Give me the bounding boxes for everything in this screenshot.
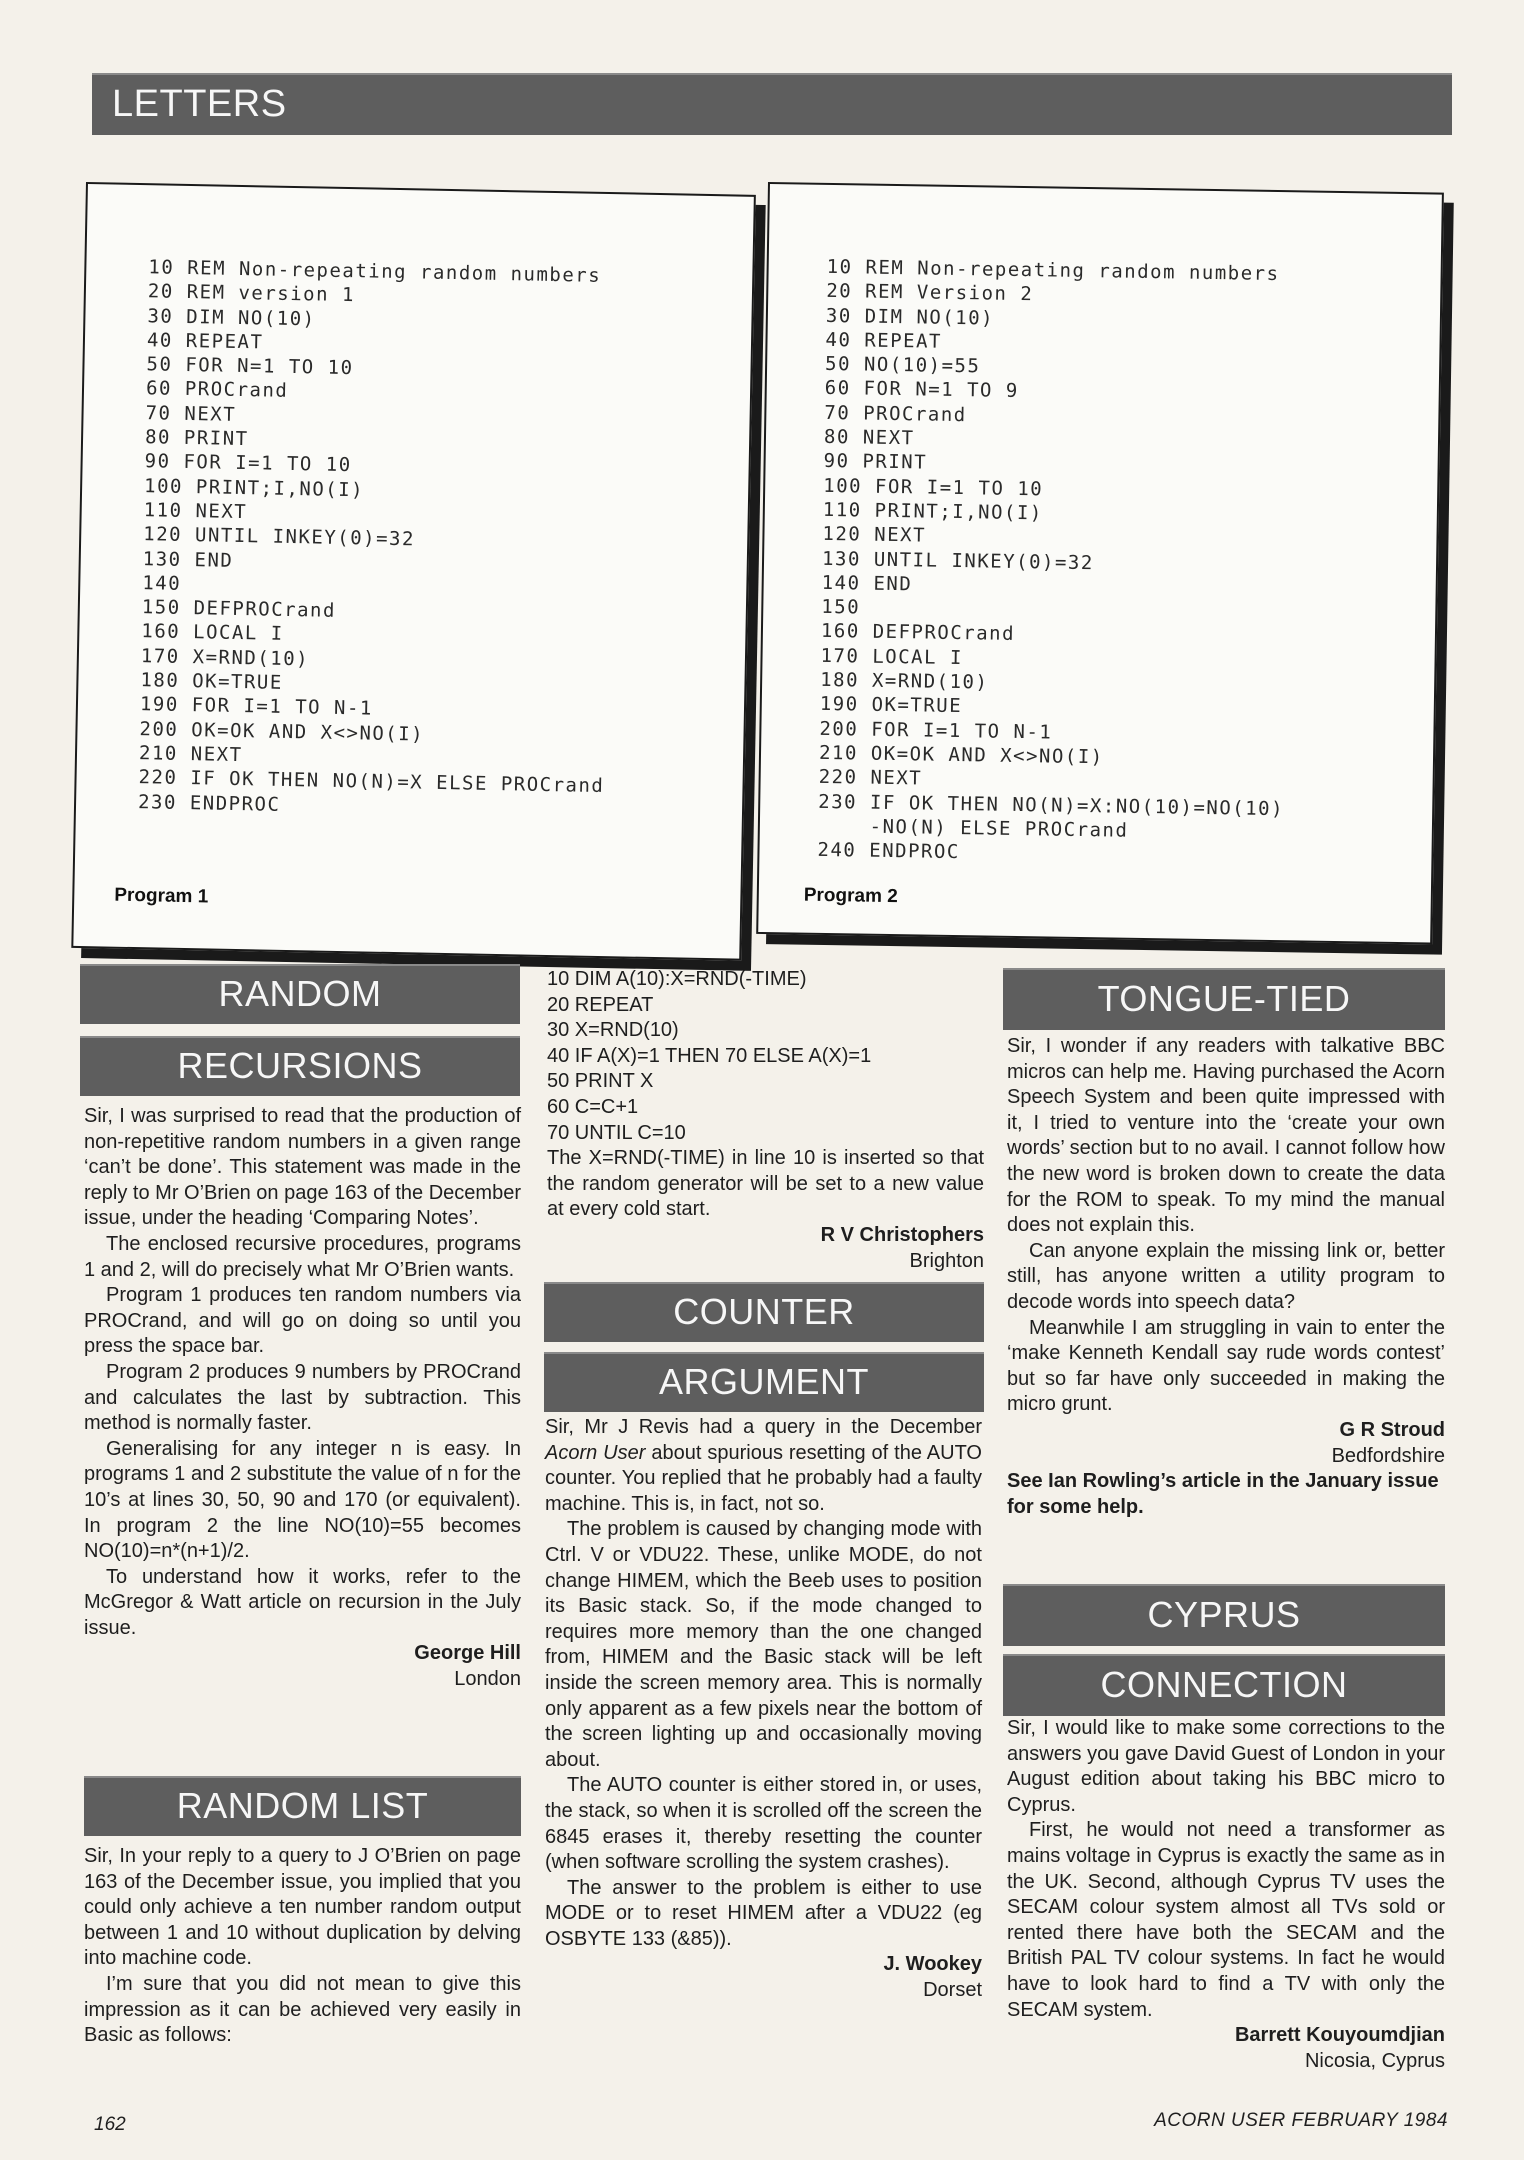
counter-argument-letter: Sir, Mr J Revis had a query in the December Acorn User about spurious resetting of the AUTO counter. You replied that he probably had a faulty machine. This is, in fact, not so. The problem is caused by changing mode with Ctrl. V or VDU22. These, unlike MODE, do not change HIMEM, which the Beeb uses to position its Basic stack. So, if the mode changed to requires more memory than the one changed from, HIMEM and the Basic stack will be left inside the screen memory area. This is normally only apparent as a few pixels near the bottom of the screen lighting up and occasionally moving about. The AUTO counter is either stored in, or uses, the stack, so when it is scrolled off the screen the 6845 erases it, thereby resetting the counter (when software scrolling the system crashes). The answer to the problem is either to use MODE or to reset HIMEM after a VDU22 (eg OSBYTE 133 (&85)). J. Wookey Dorset xyxy=(545,1415,982,2004)
cyprus-connection-letter: Sir, I would like to make some corrections to the answers you gave David Guest of London in your August edition about taking his BBC micro to Cyprus. First, he would not need a transformer as mains voltage in Cyprus is exactly the same as in the UK. Second, although Cyprus TV uses the SECAM colour system almost all TVs sold or rented there have both the SECAM and the British PAL TV colour systems. In fact he would have to look hard to find a TV with only the SECAM system. Barrett Kouyoumdjian Nicosia, Cyprus xyxy=(1007,1716,1445,2074)
author-location: Brighton xyxy=(909,1249,984,1272)
section-title: LETTERS xyxy=(112,82,287,125)
random-list-letter-part-1: Sir, In your reply to a query to J O’Brien on page 163 of the December issue, you implied that you could only achieve a ten number random output between 1 and 10 without duplication by delving into machine code. I’m sure that you did not mean to give this impression as it can be achieved very easily in Basic as follows: xyxy=(84,1845,521,2047)
cyprus-connection-heading-2: CONNECTION xyxy=(1003,1654,1445,1716)
random-recursions-heading-2: RECURSIONS xyxy=(80,1036,520,1096)
author-name: George Hill xyxy=(414,1642,521,1665)
cyprus-connection-heading-1: CYPRUS xyxy=(1003,1584,1445,1646)
page-number: 162 xyxy=(94,2114,126,2135)
program-2-code: 10 REM Non-repeating random numbers 20 REM Version 2 30 DIM NO(10) 40 REPEAT 50 NO(10)=55 60 FOR N=1 TO 9 70 PROCrand 80 NEXT 90 PRINT 100 FOR I=1 TO 10 110 PRINT;I,NO(I) 120 NEXT 130 UNTIL INKEY(0)=32 140 END 150 160 DEFPROCrand 170 LOCAL I 180 X=RND(10) 190 OK=TRUE 200 FOR I=1 TO N-1 210 OK=OK AND X<>NO(I) 220 NEXT 230 IF OK THEN NO(N)=X:NO(10)=NO(10) -NO(N) ELSE PROCrand 240 ENDPROC xyxy=(817,255,1285,864)
program-1-listing xyxy=(71,182,756,961)
section-header xyxy=(92,73,1452,135)
author-name: R V Christophers xyxy=(820,1223,984,1246)
counter-argument-heading-2: ARGUMENT xyxy=(544,1352,984,1412)
author-name: J. Wookey xyxy=(883,1953,982,1976)
program-2-label: Program 2 xyxy=(803,884,898,908)
program-1-code: 10 REM Non-repeating random numbers 20 REM version 1 30 DIM NO(10) 40 REPEAT 50 FOR N=1 TO 10 60 PROCrand 70 NEXT 80 PRINT 90 FOR I=1 TO 10 100 PRINT;I,NO(I) 110 NEXT 120 UNTIL INKEY(0)=32 130 END 140 150 DEFPROCrand 160 LOCAL I 170 X=RND(10) 180 OK=TRUE 190 FOR I=1 TO N-1 200 OK=OK AND X<>NO(I) 210 NEXT 220 IF OK THEN NO(N)=X ELSE PROCrand 230 ENDPROC xyxy=(137,256,605,816)
tongue-tied-heading: TONGUE-TIED xyxy=(1003,968,1445,1030)
tongue-tied-letter: Sir, I wonder if any readers with talkative BBC micros can help me. Having purchased the Acorn Speech System and been quite impressed with it, I tried to venture into the ‘create your own words’ section but to no avail. I cannot follow how the new word is broken down to create the data for the ROM to speak. To my mind the manual does not explain this. Can anyone explain the missing link or, better still, has anyone written a utility program to decode words into speech data? Meanwhile I am struggling in vain to enter the ‘make Kenneth Kendall say rude words contest’ but so far have only succeeded in making the micro grunt. G R Stroud Bedfordshire See Ian Rowling’s article in the January issue for some help. xyxy=(1007,1034,1445,1520)
author-location: London xyxy=(454,1668,521,1691)
author-location: Dorset xyxy=(923,1979,982,2002)
author-location: Bedfordshire xyxy=(1331,1444,1445,1467)
author-name: G R Stroud xyxy=(1339,1418,1445,1441)
publication-footer: ACORN USER FEBRUARY 1984 xyxy=(1154,2110,1448,2131)
author-name: Barrett Kouyoumdjian xyxy=(1234,2024,1445,2047)
editor-note: See Ian Rowling’s article in the January issue for some help. xyxy=(1007,1470,1439,1518)
random-list-heading: RANDOM LIST xyxy=(84,1776,521,1836)
program-1-label: Program 1 xyxy=(114,884,209,908)
random-recursions-letter: Sir, I was surprised to read that the production of non-repetitive random numbers in a given range ‘can’t be done’. This statement was made in the reply to Mr O’Brien on page 163 of the December issue, under the heading ‘Comparing Notes’. The enclosed recursive procedures, programs 1 and 2, will do precisely what Mr O’Brien wants. Program 1 produces ten random numbers via PROCrand, and will go on doing so until you press the space bar. Program 2 produces 9 numbers by PROCrand and calculates the last by subtraction. This method is normally faster. Generalising for any integer n is easy. In programs 1 and 2 substitute the value of n for the 10’s at lines 30, 50, 90 and 170 (or equivalent). In program 2 the line NO(10)=55 becomes NO(10)=n*(n+1)/2. To understand how it works, refer to the McGregor & Watt article on recursion in the July issue. George Hill London xyxy=(84,1104,521,1693)
program-2-listing xyxy=(756,182,1444,945)
random-list-letter-part-2: 10 DIM A(10):X=RND(-TIME) 20 REPEAT 30 X=RND(10) 40 IF A(X)=1 THEN 70 ELSE A(X)=1 50 PRINT X 60 C=C+1 70 UNTIL C=10 The X=RND(-TIME) in line 10 is inserted so that the random generator will be set to a new value at every cold start. R V Christophers Brighton xyxy=(547,967,984,1274)
random-recursions-heading-1: RANDOM xyxy=(80,964,520,1024)
counter-argument-heading-1: COUNTER xyxy=(544,1282,984,1342)
author-location: Nicosia, Cyprus xyxy=(1304,2049,1445,2072)
